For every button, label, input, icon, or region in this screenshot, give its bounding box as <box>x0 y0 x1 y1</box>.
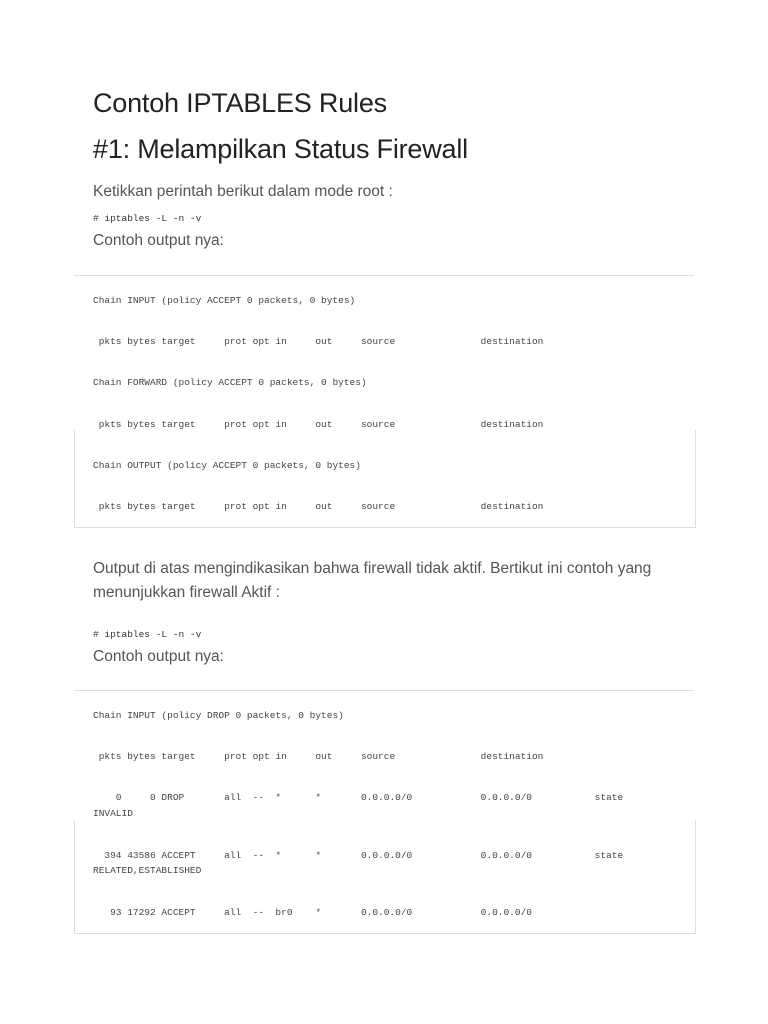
output2-line: INVALID <box>93 808 133 819</box>
output1-line: pkts bytes target prot opt in out source destination <box>93 336 544 347</box>
output2-line: pkts bytes target prot opt in out source destination <box>93 751 544 762</box>
output1-line: Chain INPUT (policy ACCEPT 0 packets, 0 bytes) <box>93 295 356 306</box>
paragraph-2: Output di atas mengindikasikan bahwa firewall tidak aktif. Bertikut ini contoh yang menunjukkan firewall Aktif : <box>93 560 652 601</box>
output-block-1-frame <box>74 430 696 528</box>
output2-line: RELATED,ESTABLISHED <box>93 865 202 876</box>
output2-line: 394 43586 ACCEPT all -- * * 0.0.0.0/0 0.0.0.0/0 state <box>93 850 624 861</box>
output-label-1: Contoh output nya: <box>93 232 224 249</box>
command-2: # iptables -L -n -v <box>93 629 202 640</box>
output1-line: pkts bytes target prot opt in out source destination <box>93 419 544 430</box>
intro-text: Ketikkan perintah berikut dalam mode root : <box>93 183 393 200</box>
page-title: Contoh IPTABLES Rules <box>93 88 387 118</box>
command-1: # iptables -L -n -v <box>93 213 202 224</box>
output1-line: Chain OUTPUT (policy ACCEPT 0 packets, 0 bytes) <box>93 460 361 471</box>
output-top-rule-2 <box>74 690 694 691</box>
section-heading: #1: Melampilkan Status Firewall <box>93 134 468 164</box>
output2-line: 93 17292 ACCEPT all -- br0 * 0.0.0.0/0 0.0.0.0/0 <box>93 907 532 918</box>
output2-line: Chain INPUT (policy DROP 0 packets, 0 bytes) <box>93 710 344 721</box>
output2-line: 0 0 DROP all -- * * 0.0.0.0/0 0.0.0.0/0 state <box>93 792 624 803</box>
output-top-rule-1 <box>74 275 694 276</box>
output1-line: Chain FORWARD (policy ACCEPT 0 packets, 0 bytes) <box>93 377 367 388</box>
output1-line: pkts bytes target prot opt in out source destination <box>93 501 544 512</box>
output-label-2: Contoh output nya: <box>93 648 224 665</box>
